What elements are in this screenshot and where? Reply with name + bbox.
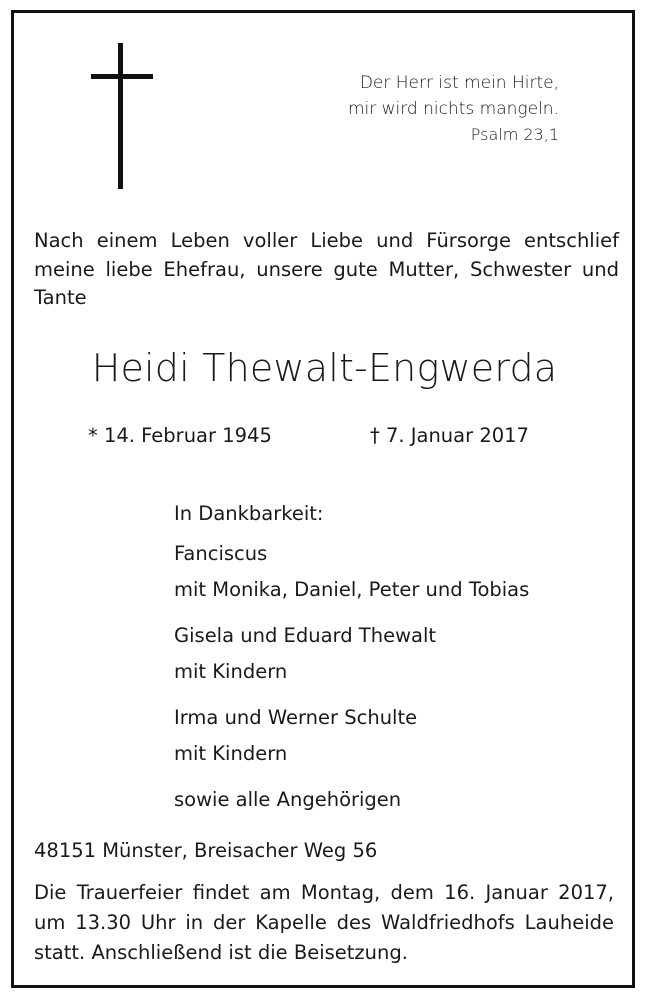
birth-date: * 14. Februar 1945 (88, 424, 272, 447)
mourner-line: mit Kindern (174, 742, 288, 765)
mourner-group (174, 782, 529, 818)
mourner-group (174, 536, 529, 608)
bible-verse (348, 70, 559, 148)
mourner-line: mit Monika, Daniel, Peter und Tobias (174, 578, 530, 601)
mourner-line: mit Kindern (174, 660, 288, 683)
mourners-list (174, 496, 529, 818)
mourner-line: Irma und Werner Schulte (174, 706, 418, 729)
cross-horizontal-bar (91, 74, 153, 79)
mourner-group (174, 700, 529, 772)
death-date: † 7. Januar 2017 (370, 424, 529, 447)
mourner-line: Gisela und Eduard Thewalt (174, 624, 437, 647)
ceremony-details: Die Trauerfeier findet am Montag, dem 16. Januar 2017, um 13.30 Uhr in der Kapelle des Waldfriedhofs Lauheide statt. Anschließend ist die Beisetzung. (34, 881, 614, 964)
verse-reference: Psalm 23,1 (470, 125, 559, 144)
deceased-name: Heidi Thewalt-Engwerda (91, 346, 558, 390)
cross-vertical-bar (118, 43, 123, 189)
intro-text: Nach einem Leben voller Liebe und Fürsorge entschlief meine liebe Ehefrau, unsere gute Mutter, Schwester und Tante (34, 229, 619, 309)
mourners-heading: In Dankbarkeit: (174, 502, 324, 525)
mourner-line: Fanciscus (174, 542, 268, 565)
verse-line-1: Der Herr ist mein Hirte, (359, 73, 559, 93)
mourner-group (174, 618, 529, 690)
address: 48151 Münster, Breisacher Weg 56 (34, 839, 378, 862)
mourner-line: sowie alle Angehörigen (174, 788, 402, 811)
verse-line-2: mir wird nichts mangeln. (347, 99, 559, 119)
